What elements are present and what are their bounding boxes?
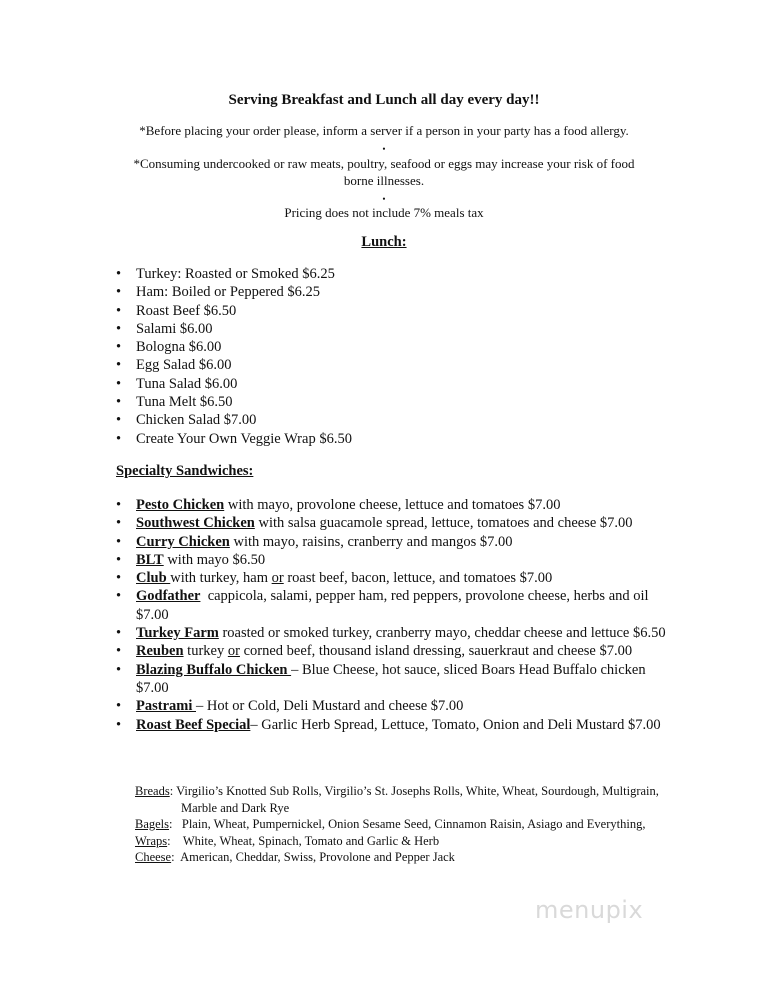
item-desc: with mayo, provolone cheese, lettuce and tomatoes $7.00 xyxy=(224,497,561,513)
list-item: • Chicken Salad $7.00 xyxy=(116,411,352,429)
item-desc-or: or xyxy=(227,643,240,660)
item-desc: corned beef, thousand island dressing, sauerkraut and cheese $7.00 xyxy=(239,643,633,660)
item-name: Godfather xyxy=(136,588,201,605)
list-item: • Create Your Own Veggie Wrap $6.50 xyxy=(116,430,352,448)
list-item xyxy=(116,716,676,734)
list-item xyxy=(116,533,676,551)
list-item: • Bologna $6.00 xyxy=(116,338,352,356)
list-item: • Tuna Melt $6.50 xyxy=(116,393,352,411)
list-item xyxy=(116,569,676,587)
item-name: Pastrami xyxy=(136,698,196,715)
list-item: • Ham: Boiled or Peppered $6.25 xyxy=(116,283,352,301)
list-item xyxy=(116,496,676,514)
item-desc: with salsa guacamole spread, lettuce, tomatoes and cheese $7.00 xyxy=(254,515,633,532)
bullet-separator: • xyxy=(382,194,386,204)
list-item: • Turkey: Roasted or Smoked $6.25 xyxy=(116,265,352,283)
item-name: Curry Chicken xyxy=(136,533,230,550)
item-desc: roast beef, bacon, lettuce, and tomatoes $7.00 xyxy=(283,570,553,587)
lunch-list xyxy=(116,265,352,448)
item-name: BLT xyxy=(136,551,164,568)
item-name: Turkey Farm xyxy=(136,625,219,642)
cheese-label: Cheese xyxy=(135,850,172,865)
breads-cont: Marble and Dark Rye xyxy=(181,800,290,815)
undercooked-warning: *Consuming undercooked or raw meats, poultry, seafood or eggs may increase your risk of food xyxy=(133,156,635,171)
item-desc: with turkey, ham xyxy=(170,570,272,587)
list-item: • Egg Salad $6.00 xyxy=(116,356,352,374)
list-item xyxy=(116,697,676,715)
options-section xyxy=(135,783,695,866)
item-desc: with mayo $6.50 xyxy=(163,551,266,568)
breads-text: : Virgilio’s Knotted Sub Rolls, Virgilio’s St. Josephs Rolls, White, Wheat, Sourdough, Multigrain, xyxy=(169,784,659,798)
list-item xyxy=(116,514,676,532)
cheese-text: : American, Cheddar, Swiss, Provolone and Pepper Jack xyxy=(171,850,455,865)
item-desc: roasted or smoked turkey, cranberry mayo, cheddar cheese and lettuce $6.50 xyxy=(218,625,666,642)
item-name: Southwest Chicken xyxy=(136,515,255,532)
item-desc: cappicola, salami, pepper ham, red peppers, provolone cheese, herbs and oil $7.00 xyxy=(136,588,653,623)
list-item xyxy=(116,551,676,569)
lunch-heading: Lunch: xyxy=(361,234,407,250)
list-item: • Roast Beef $6.50 xyxy=(116,302,352,320)
bagels-line xyxy=(135,816,695,833)
list-item: • Tuna Salad $6.00 xyxy=(116,375,352,393)
bullet-separator: • xyxy=(382,144,386,154)
item-name: Reuben xyxy=(136,643,184,660)
bagels-text: : Plain, Wheat, Pumpernickel, Onion Sesame Seed, Cinnamon Raisin, Asiago and Everything, xyxy=(169,817,646,832)
specialty-heading: Specialty Sandwiches: xyxy=(116,463,254,479)
allergy-note: *Before placing your order please, inform a server if a person in your party has a food allergy. xyxy=(139,123,629,138)
item-name: Roast Beef Special xyxy=(136,716,251,733)
breads-line xyxy=(135,783,695,800)
breads-label: Breads xyxy=(135,784,170,798)
item-desc: – Blue Cheese, hot sauce, sliced Boars Head Buffalo chicken $7.00 xyxy=(136,661,646,696)
list-item xyxy=(116,624,676,642)
item-name: Blazing Buffalo Chicken xyxy=(136,661,292,678)
bagels-label: Bagels xyxy=(135,817,170,832)
specialty-list xyxy=(116,496,676,734)
item-name: Pesto Chicken xyxy=(136,497,225,513)
item-desc: – Garlic Herb Spread, Lettuce, Tomato, Onion and Deli Mustard $7.00 xyxy=(250,716,661,733)
list-item: • Salami $6.00 xyxy=(116,320,352,338)
tax-note: Pricing does not include 7% meals tax xyxy=(284,205,484,220)
page-title: Serving Breakfast and Lunch all day every day!! xyxy=(228,92,540,108)
cheese-line xyxy=(135,849,695,866)
item-desc: turkey xyxy=(183,643,228,660)
undercooked-warning-cont: borne illnesses. xyxy=(343,173,425,188)
wraps-label: Wraps xyxy=(135,833,168,848)
item-desc: with mayo, raisins, cranberry and mangos $7.00 xyxy=(229,533,513,550)
item-name: Club xyxy=(136,570,171,587)
item-desc: – Hot or Cold, Deli Mustard and cheese $7.00 xyxy=(196,698,464,715)
list-item xyxy=(116,642,676,660)
item-desc-or: or xyxy=(271,570,284,587)
wraps-line xyxy=(135,833,695,850)
watermark-logo: menupix xyxy=(535,896,644,924)
list-item xyxy=(116,587,676,624)
list-item xyxy=(116,661,676,698)
wraps-text: : White, Wheat, Spinach, Tomato and Garlic & Herb xyxy=(167,833,440,848)
